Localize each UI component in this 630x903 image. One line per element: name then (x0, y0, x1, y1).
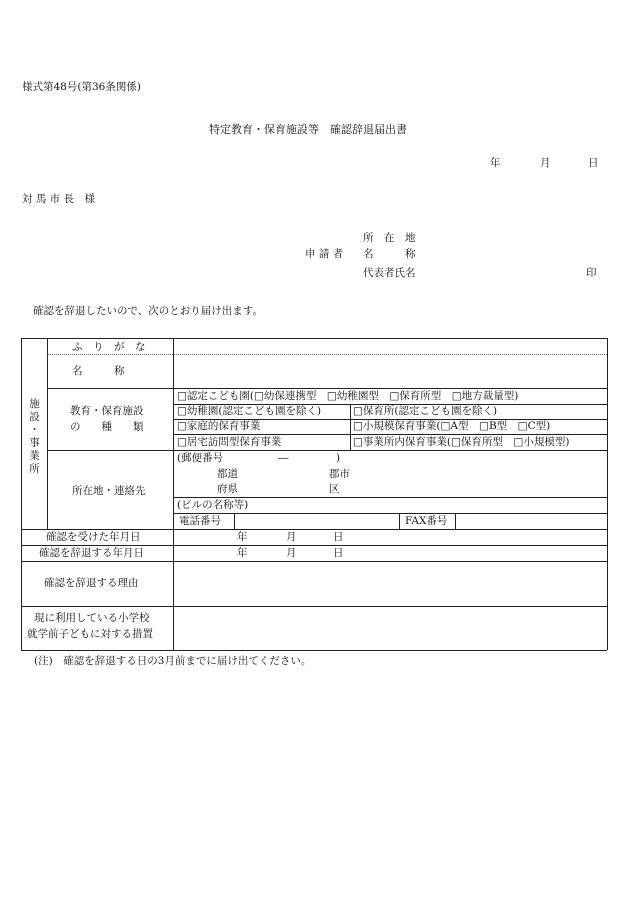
prefecture-label-bottom: 府県 (217, 483, 238, 495)
withdraw-date-year: 年 (237, 547, 248, 559)
postal-code-label: (郵便番号 (177, 452, 224, 464)
facility-side-label: 施 設 ・ 事 業 所 (29, 398, 40, 475)
withdraw-date-day: 日 (333, 547, 344, 559)
furigana-field[interactable] (175, 340, 605, 353)
confirmed-date-label: 確認を受けた年月日 (46, 531, 141, 543)
postal-close: ) (336, 452, 341, 464)
applicant-rep-label: 代表者氏名 (363, 267, 416, 279)
applicant-label: 申 請 者 (305, 248, 344, 260)
addressee: 対 馬 市 長 様 (22, 193, 96, 205)
furigana-label: ふ り が な (72, 341, 146, 353)
prefecture-label-top: 都道 (217, 468, 238, 480)
measures-label-line1: 現に利用している小学校 (34, 612, 150, 624)
facility-type-label-line1: 教育・保育施設 (70, 405, 144, 417)
intro-text: 確認を辞退したいので、次のとおり届け出ます。 (33, 305, 263, 317)
facility-type-row1[interactable]: □認定こども園(□幼保連携型 □幼稚園型 □保育所型 □地方裁量型) (177, 390, 519, 402)
fax-field[interactable] (457, 514, 605, 528)
building-name-label: (ビルの名称等) (177, 499, 249, 511)
postal-dash: ― (278, 452, 289, 464)
measures-label-line2: 就学前子どもに対する措置 (27, 628, 153, 640)
phone-label: 電話番号 (179, 515, 221, 527)
facility-type-kindergarten[interactable]: □幼稚園(認定こども園を除く) (177, 405, 322, 417)
date-day: 日 (588, 157, 599, 169)
form-number: 様式第48号(第36条関係) (22, 81, 141, 93)
facility-type-label-line2: の 種 類 (70, 421, 144, 433)
facility-type-workplace[interactable]: □事業所内保育事業(□保育所型 □小規模型) (353, 436, 570, 448)
note-text: (注) 確認を辞退する日の3月前までに届け出てください。 (34, 655, 312, 667)
location-contact-label: 所在地・連絡先 (72, 485, 146, 497)
document-title: 特定教育・保育施設等 確認辞退届出書 (209, 123, 407, 136)
applicant-address-label: 所 在 地 (363, 232, 416, 244)
confirmed-date-month: 月 (286, 531, 297, 543)
withdraw-date-label: 確認を辞退する年月日 (39, 547, 144, 559)
withdraw-date-month: 月 (286, 547, 297, 559)
facility-type-small-scale[interactable]: □小規模保育事業(□A型 □B型 □C型) (353, 420, 551, 432)
seal-mark: 印 (586, 267, 597, 279)
facility-name-field[interactable] (175, 356, 605, 387)
applicant-name-label: 名 称 (363, 248, 416, 260)
facility-type-nursery[interactable]: □保育所(認定こども園を除く) (353, 405, 498, 417)
facility-type-home-visit[interactable]: □居宅訪問型保育事業 (177, 436, 282, 448)
confirmed-date-day: 日 (333, 531, 344, 543)
withdraw-reason-field[interactable] (175, 563, 605, 605)
city-label-bottom: 区 (329, 483, 340, 495)
date-month: 月 (540, 157, 551, 169)
measures-field[interactable] (175, 608, 605, 649)
facility-type-home-care[interactable]: □家庭的保育事業 (177, 420, 261, 432)
phone-field[interactable] (236, 514, 398, 528)
city-label-top: 郡市 (329, 468, 350, 480)
date-year: 年 (490, 157, 501, 169)
facility-name-label: 名 称 (72, 365, 125, 377)
withdraw-reason-label: 確認を辞退する理由 (44, 577, 139, 589)
fax-label: FAX番号 (405, 515, 448, 527)
confirmed-date-year: 年 (237, 531, 248, 543)
